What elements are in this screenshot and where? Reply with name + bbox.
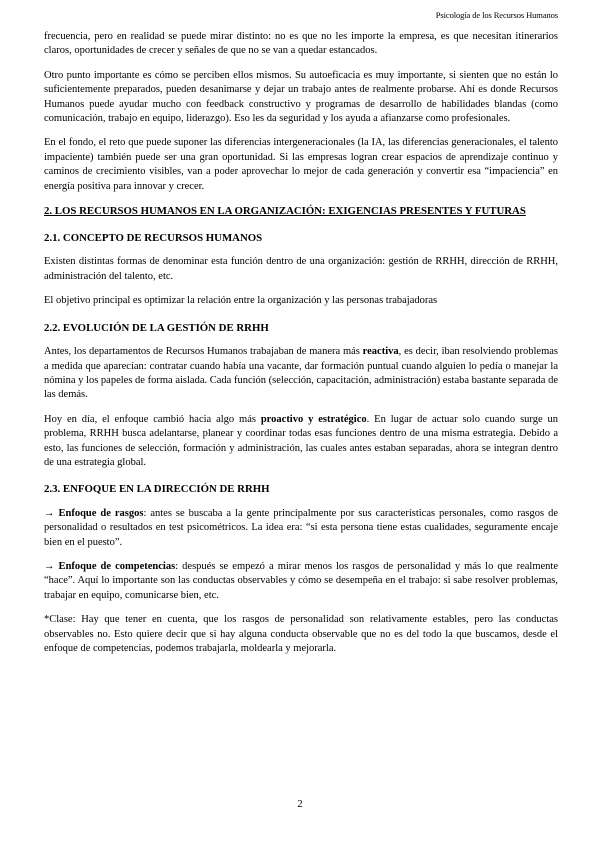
paragraph-continuation: frecuencia, pero en realidad se puede mirar distinto: no es que no les importe la empresa, es que necesitan itinerarios claros, oportunidades de crecer y señales de que no se van a quedar estancados. [44,31,558,57]
traits-approach-text: : antes se buscaba a la gente principalmente por sus características personales, como rasgos de personalidad o resultados en test psicométricos. La idea era: “si esta persona tiene estas cualidades, seguramente encaje bien en el puesto”. [44,507,558,548]
section-2-3-heading: 2.3. ENFOQUE EN LA DIRECCIÓN DE RRHH [44,483,270,496]
paragraph-self-efficacy: Otro punto importante es cómo se perciben ellos mismos. Su autoeficacia es muy importante, si sienten que no están lo suficientemente preparados, pueden desanimarse y dejar un trabajo antes de realmente probarse. Ahí es donde Recursos Humanos puede ayudar mucho con feedback constructivo y programas de desarrollo de habilidades blandas (como comunicación, trabajo en equipo, liderazgo). Eso les da seguridad y los ayuda a afianzarse como profesionales. [44,69,558,125]
reactive-text-b: , es decir, iban resolviendo problemas a medida que aparecían: contratar cuando había una vacante, dar formación puntual cuando alguien lo pedía o manejar la nómina y los papeles de forma aislada. Cada función (selección, capacitación, administración) estaba bastante separada de las demás. [44,346,558,401]
competencies-approach-label: → Enfoque de competencias [44,560,176,572]
page-number: 2 [297,799,303,810]
paragraph-reactive [44,345,558,403]
section-2-1-heading: 2.1. CONCEPTO DE RECURSOS HUMANOS [44,232,263,245]
reactive-keyword: reactiva [362,346,399,358]
paragraph-intergenerational: En el fondo, el reto que puede suponer las diferencias intergeneracionales (la IA, las diferencias generacionales, el talento impaciente) también puede ser una gran oportunidad. Si las empresas logran crear espacios de aprendizaje continuo y caminos de crecimiento visibles, van a poder aprovechar lo mejor de cada generación y convertir esa “impaciencia” en energía positiva para innovar y crecer. [44,137,558,192]
competencies-approach-text: : después se empezó a mirar menos los rasgos de personalidad y más lo que realmente “hace”. Aquí lo importante son las conductas observables y cómo se desempeña en el trabajo: si sabe resolver problemas, trabajar en equipo, comunicarse bien, etc. [44,560,559,601]
running-header: Psicología de los Recursos Humanos [435,10,558,20]
paragraph-hr-names: Existen distintas formas de denominar esta función dentro de una organización: gestión de RRHH, dirección de RRHH, administración del talento, etc. [44,256,558,282]
proactive-text-b: . En lugar de actuar solo cuando surge un problema, RRHH busca adelantarse, planear y coordinar todas esas funciones dentro de una misma estrategia. Debido a esto, las funciones de selección, formación y administración, las cuales antes estaban separadas, ahora se integran dentro de una estrategia global. [44,413,559,468]
paragraph-traits-approach [44,507,558,550]
reactive-text-a: Antes, los departamentos de Recursos Humanos trabajaban de manera más [44,346,363,358]
paragraph-hr-objective: El objetivo principal es optimizar la relación entre la organización y las personas trabajadoras [44,295,438,307]
paragraph-class-note: *Clase: Hay que tener en cuenta, que los rasgos de personalidad son relativamente estables, pero las conductas observables no. Esto quiere decir que si hay alguna conducta observable que no es del todo la que buscamos, desde el enfoque de competencias, podemos trabajarla, moldearla y mejorarla. [44,614,558,654]
proactive-keyword: proactivo y estratégico [260,413,367,425]
proactive-text-a: Hoy en día, el enfoque cambió hacia algo más [44,413,261,425]
traits-approach-label: → Enfoque de rasgos [44,507,144,519]
section-2-heading: 2. LOS RECURSOS HUMANOS EN LA ORGANIZACIÓN: EXIGENCIAS PRESENTES Y FUTURAS [44,205,526,218]
section-2-2-heading: 2.2. EVOLUCIÓN DE LA GESTIÓN DE RRHH [44,321,269,334]
page-body [44,30,558,666]
paragraph-proactive [44,413,558,471]
paragraph-competencies-approach [44,560,558,603]
